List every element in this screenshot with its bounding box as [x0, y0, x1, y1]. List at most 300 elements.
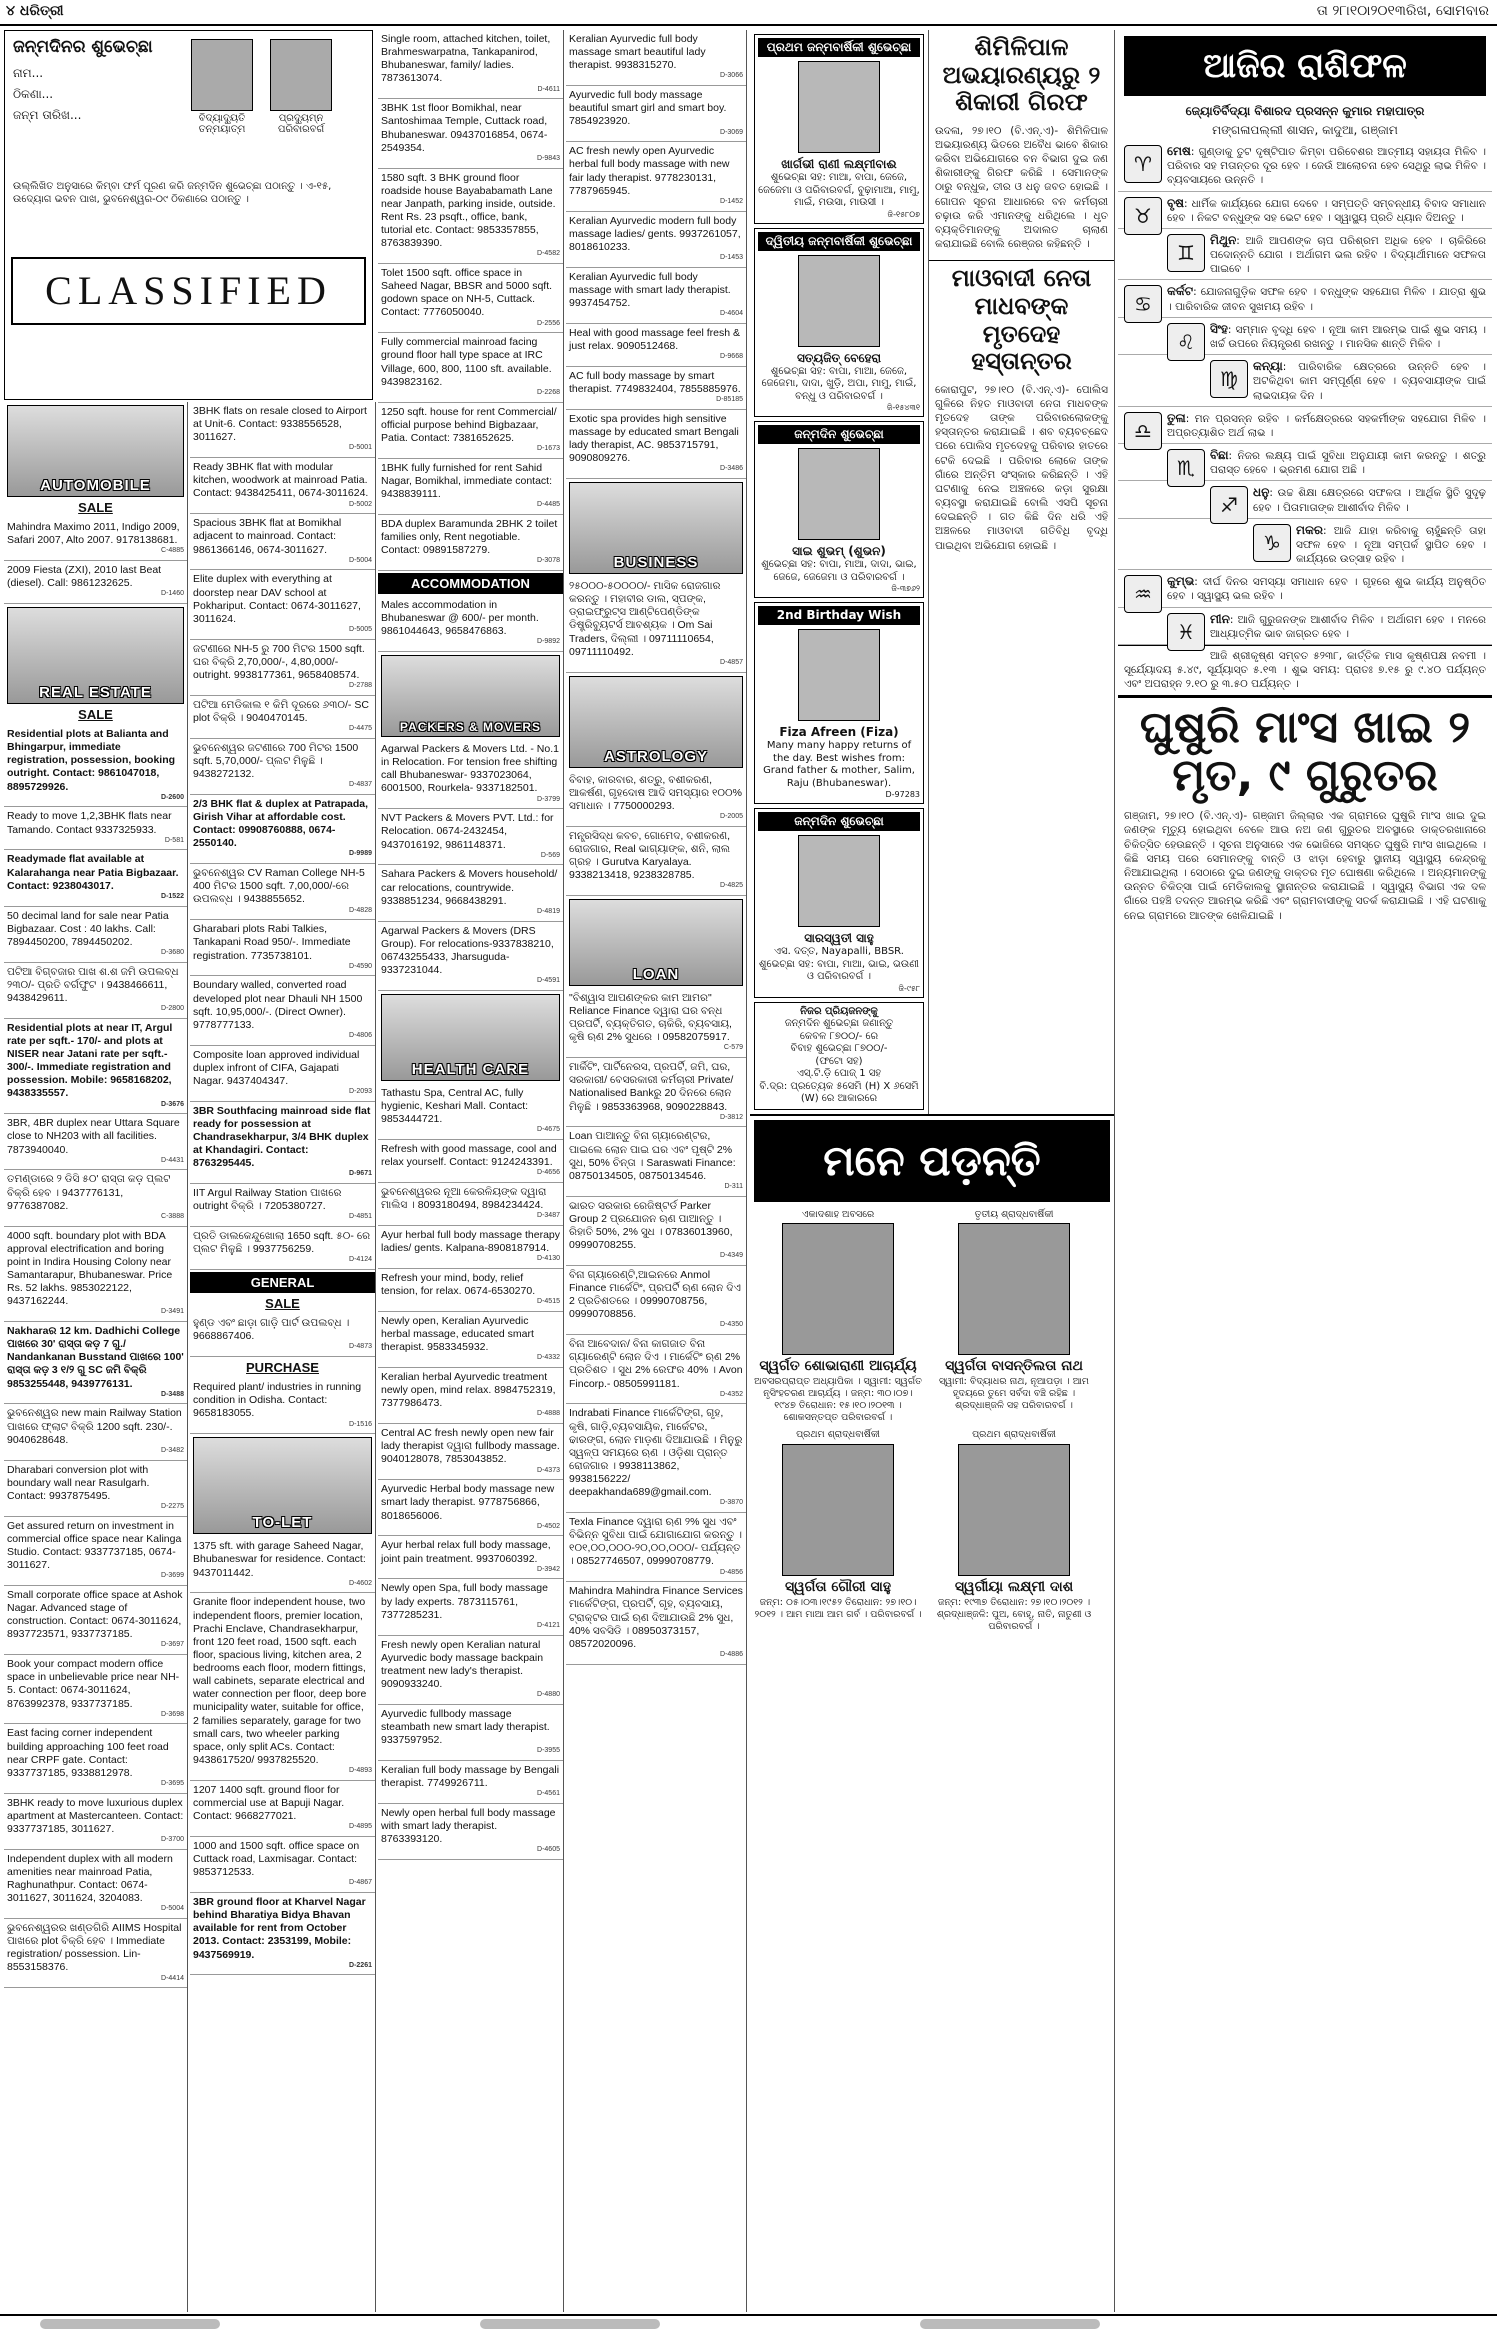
- classified-ad: [4, 907, 187, 963]
- ad-text: 2009 Fiesta (ZXI), 2010 last Beat (diesel). Call: 9861232625.: [7, 564, 162, 590]
- zodiac-text: ଦୀର୍ଘ ଦିନର ସମସ୍ୟା ସମାଧାନ ହେବ । ଗୃହରେ ଶୁଭ କାର୍ଯ୍ୟ ଅନୁଷ୍ଠିତ ହେବ । ସ୍ୱାସ୍ଥ୍ୟ ଭଲ ରହିବ ।: [1167, 576, 1486, 603]
- zodiac-sign-entry: ♍ କନ୍ୟା: ପାରିବାରିକ କ୍ଷେତ୍ରରେ ଉନ୍ନତି ହେବ । ଅଟକିଥିବା କାମ ସମ୍ପୂର୍ଣ୍ଣ ହେବ । ବ୍ୟବସାୟୀଙ୍କ ପାଇଁ ଲାଭଦାୟକ ଦିନ ।: [1118, 355, 1492, 407]
- classified-ad: [4, 850, 187, 906]
- zodiac-icon: ♊: [1167, 234, 1205, 272]
- ad-text: Refresh your mind, body, relief tension, for relax. 0674-6530270.: [381, 1271, 536, 1297]
- astrology-section-image: ASTROLOGY: [569, 676, 743, 768]
- ad-code: D-3680: [161, 948, 184, 956]
- ad-text: Gharabari plots Rabi Talkies, Tankapani Road 950/-. Immediate registration. 7735738101.: [193, 923, 351, 962]
- ad-code: D-3955: [537, 1747, 560, 1755]
- news3-body: ଗଞ୍ଜାମ, ୨୭।୧୦ (ବି.ଏନ୍.ଏ)- ଗଞ୍ଜାମ ଜିଲ୍ଲାର ଏକ ଗ୍ରାମରେ ଘୁଷୁରି ମାଂସ ଖାଇ ଦୁଇ ଜଣଙ୍କ ମୃତ୍ୟୁ ହୋଇଥିବା ବେଳେ ଆଉ ନଅ ଜଣ ଗୁରୁତର ଅବସ୍ଥାରେ ଡାକ୍ତରଖାନାରେ ଚିକିତ୍ସିତ ହେଉଛନ୍ତି । ସୂଚନା ଅନୁସାରେ ଏକ ଭୋଜିରେ ସମସ୍ତେ ଘୁଷୁରି ମାଂସ ଖାଇଥିଲେ । କିଛି ସମୟ ପରେ ସେମାନଙ୍କୁ ବାନ୍ତି ଓ ଝାଡ଼ା ହେବାରୁ ସ୍ଥାନୀୟ ସ୍ୱାସ୍ଥ୍ୟ କେନ୍ଦ୍ରକୁ ନିଆଯାଇଥିଲା । ସେଠାରେ ଦୁଇ ଜଣଙ୍କୁ ଡାକ୍ତର ମୃତ ଘୋଷଣା କରିଥିଲେ । ଅନ୍ୟମାନଙ୍କୁ ଉନ୍ନତ ଚିକିତ୍ସା ପାଇଁ ମେଡିକାଲକୁ ସ୍ଥାନାନ୍ତର କରାଯାଇଛି । ସ୍ୱାସ୍ଥ୍ୟ ବିଭାଗ ଏକ ଦଳ ଗାଁରେ ପହଞ୍ଚି ତଦନ୍ତ ଆରମ୍ଭ କରିଛି ଏବଂ ଗ୍ରାମବାସୀଙ୍କୁ ସତର୍କ କରାଯାଇଛି । ଏହି ଘଟଣାକୁ ନେଇ ଗ୍ରାମରେ ଆତଙ୍କ ଖେଳିଯାଇଛି ।: [1124, 810, 1486, 922]
- ad-code: D-3078: [537, 557, 560, 565]
- classified-ad: [566, 410, 746, 479]
- obituary-card: [929, 1209, 1099, 1412]
- ad-code: C-4885: [161, 547, 184, 555]
- photo: [958, 1223, 1070, 1355]
- ad-text: ତମଣ୍ଡାରେ ୨ ଡିସି ୫୦' ରାସ୍ତା କଡ଼ ପ୍ଲଟ ବିକ୍ରି ହେବ । 9437776131, 9776387082.: [7, 1173, 171, 1212]
- zodiac-sign-entry: ♊ ମିଥୁନ: ଆଜି ଆପଣଙ୍କ ଚାପ ପରିଶ୍ରମ ଅଧିକ ହେବ । ଚାକିରିରେ ପଦୋନ୍ନତି ଯୋଗ । ଅର୍ଥାଗମ ଭଲ ରହିବ । ବିଦ୍ୟାର୍ଥୀମାନେ ସଫଳତା ପାଇବେ ।: [1118, 229, 1492, 281]
- column-3: [378, 30, 564, 2312]
- panjika: ଆଜି ଶ୍ରୀକୃଷ୍ଣ ସମ୍ବତ ୫୨୩୮, କାର୍ତ୍ତିକ ମାସ କୃଷ୍ଣପକ୍ଷ ନବମୀ । ସୂର୍ଯ୍ୟୋଦୟ ୫.୪୯, ସୂର୍ଯ୍ୟାସ୍ତ ୫.୧୩ । ଶୁଭ ସମୟ: ପ୍ରାତଃ ୭.୧୫ ରୁ ୯.୪୦ ପର୍ଯ୍ୟନ୍ତ ଏବଂ ଅପରାହ୍ନ ୨.୧୦ ରୁ ୩.୫୦ ପର୍ଯ୍ୟନ୍ତ ।: [1118, 645, 1492, 695]
- obit-occasion: ପ୍ରଥମ ଶ୍ରାଦ୍ଧବାର୍ଷିକୀ: [972, 1429, 1056, 1441]
- ad-text: ଭୁବନେଶ୍ୱର new main Railway Station ପାଖରେ ଫ୍ଲାଟ ବିକ୍ରି 1200 sqft. 230/-. 9040628648.: [7, 1407, 182, 1446]
- zodiac-name: ମକର: [1296, 522, 1323, 537]
- rashifal-title: ଆଜିର ରାଶିଫଳ: [1124, 36, 1486, 96]
- classified-ad: [566, 577, 746, 673]
- zodiac-sign-entry: ♎ ତୁଳା: ମନ ପ୍ରସନ୍ନ ରହିବ । କର୍ମକ୍ଷେତ୍ରରେ ସହକର୍ମୀଙ୍କ ସହଯୋଗ ମିଳିବ । ଅପ୍ରତ୍ୟାଶିତ ଅର୍ଥ ଲାଭ ।: [1118, 407, 1492, 444]
- classified-ad: [378, 1636, 563, 1705]
- ad-text: Required plant/ industries in running condition in Odisha. Contact: 9658183055.: [193, 1381, 362, 1420]
- ad-code: D-4851: [349, 1213, 372, 1221]
- ad-code: D-2600: [161, 793, 184, 801]
- ad-code: D-3066: [720, 72, 743, 80]
- packers-section-image: PACKERS & MOVERS: [381, 655, 560, 737]
- ad-text: ଭାରତ ସରକାର ରେଜିଷ୍ଟର୍ଡ Parker Group 2 ପ୍ରଯୋଜନ ଋଣ ପାଆନ୍ତୁ । ରିହାତି 50%, 2% ସୁଧ । 07836013960, 09990708255.: [569, 1199, 733, 1251]
- obit-text: ଜନ୍ମ: ୧୯୩୭ ତିରୋଧାନ: ୨୭।୧୦।୨୦୧୨ । ଶ୍ରଦ୍ଧାଞ୍ଜଳି: ପୁଅ, ବୋହୂ, ନାତି, ନାତୁଣୀ ଓ ପରିବାରବର୍ଗ ।: [936, 1596, 1092, 1632]
- classified-ad: [378, 30, 563, 99]
- ad-text: 1000 and 1500 sqft. office space on Cuttack road, Laxmisagar. Contact: 9853712533.: [193, 1839, 360, 1879]
- classified-ad: [190, 1593, 375, 1780]
- business-section-image: BUSINESS: [569, 482, 743, 574]
- ad-text: ହୁଣ୍ଡ ଏବଂ ଛାଡ଼ା ଗାଡ଼ି ପାର୍ଟ ଉପଲବ୍ଧ । 9668867406.: [193, 1317, 350, 1343]
- ad-code: D-5001: [349, 444, 372, 452]
- photo: [798, 629, 880, 721]
- zodiac-icon: ♑: [1253, 524, 1291, 562]
- ad-text: 50 decimal land for sale near Patia Bigbazaar. Cost : 40 lakhs. Call: 7894450200, 7894450202.: [7, 909, 169, 948]
- classified-ad: [4, 1227, 187, 1323]
- realestate-ads: [4, 725, 187, 1988]
- automobile-section-image: AUTOMOBILE: [7, 405, 184, 497]
- date-label: ତା ୨୮ା୧୦ା୨୦୧୩ରିଖ, ସୋମବାର: [1316, 3, 1489, 19]
- ad-text: Agarwal Packers & Movers Ltd. - No.1 in Relocation. For tension free shifting call Bhubaneswar- 9337023064, 6001500, Rourkela- 9337182501.: [381, 743, 559, 795]
- classified-ad: [4, 1794, 187, 1850]
- ad-code: D-3942: [537, 1565, 560, 1573]
- loan-section-image: LOAN: [569, 899, 743, 986]
- classified-ad: [378, 1761, 563, 1804]
- wish-card-3: ଜନ୍ମଦିନ ଶୁଭେଚ୍ଛା ସାଇ ଶୁଭମ୍ (ଶୁଭନ) ଶୁଭେଚ୍ଛା ସହ: ବାପା, ମାଆ, ଦାଦା, ଭାଇ, ଜେଜେ, ଜେଜେମା ଓ ପରିବାରବର୍ଗ । ଜି-୩୭୬୨: [754, 421, 924, 598]
- ad-text: Keralian Ayurvedic full body massage smart beautiful lady therapist. 9938315270.: [569, 33, 706, 72]
- birthday-form-box: [4, 30, 373, 400]
- classified-ad: [566, 1127, 746, 1196]
- auto-ads: [4, 518, 187, 604]
- birthday-form-note: ଉଲ୍ଲିଖିତ ଅନୁସାରେ କିମ୍ବା ଫର୍ମ ପୂରଣ କରି ଜନ୍ମଦିନ ଶୁଭେଚ୍ଛା ପଠାନ୍ତୁ । ଏ-୧୫, ଉଦ୍ୟୋଗ ଭବନ ପାଖ, ଭୁବନେଶ୍ୱର-୦୯ ଠିକଣାରେ ପଠାନ୍ତୁ ।: [13, 181, 332, 205]
- ad-code: D-9671: [349, 1170, 372, 1178]
- classified-ad: [566, 367, 746, 410]
- ad-code: D-4414: [161, 1974, 184, 1982]
- column-5: [750, 30, 1115, 2312]
- ad-code: D-4561: [537, 1790, 560, 1798]
- ad-text: NVT Packers & Movers PVT. Ltd.: for Relocation. 0674-2432454, 9437016192, 9861148371.: [381, 812, 554, 851]
- ad-code: D-4656: [537, 1169, 560, 1177]
- classified-ad: [566, 1266, 746, 1335]
- zodiac-sign-entry: ♑ ମକର: ଆଜି ଯାହା କରିବାକୁ ଚାହୁଁଛନ୍ତି ତାହା ସଫଳ ହେବ । ନୂଆ ସମ୍ପର୍କ ସ୍ଥାପିତ ହେବ । କାର୍ଯ୍ୟରେ ଉତ୍ସାହ ରହିବ ।: [1118, 519, 1492, 571]
- general-sale-heading: SALE: [265, 1296, 300, 1312]
- classified-ad: [4, 1170, 187, 1226]
- ad-code: D-2788: [349, 682, 372, 689]
- tolet-section-image: TO-LET: [193, 1437, 372, 1534]
- classified-ad: [190, 864, 375, 920]
- astrologer-name: ଜ୍ୟୋତିର୍ବିଦ୍ୟା ବିଶାରଦ ପ୍ରସନ୍ନ କୁମାର ମହାପାତ୍ର: [1185, 104, 1425, 118]
- ad-text: ଜଟଣୀରେ NH-5 ରୁ 700 ମିଟର 1500 sqft. ଘର ବିକ୍ରି 2,70,000/-, 4,80,000/- outright. 9938177361, 9658408574.: [193, 642, 365, 681]
- c4-ads: [566, 30, 746, 479]
- ad-code: D-9843: [537, 154, 560, 162]
- classified-banner: CLASSIFIED: [11, 257, 366, 325]
- accommodation-heading: ACCOMMODATION: [378, 573, 563, 594]
- ad-text: Indrabati Finance ମାର୍କେଟିଙ୍ଗ, ଗୃହ, କୃଷି, ଗାଡ଼ି,ବ୍ୟବସାୟିକ, ମାର୍କେଟର, ଢାରଙ୍ଗ, ଲୋନ ମାଡ଼ଣା ଦିଆଯାଉଛି । ମିନୁରୁ ସ୍ୱଳ୍ପ ସମୟରେ ଋଣ । ଓଡ଼ିଶା ପ୍ରାନ୍ତ ରୋଜଗାର । 9938113862, 9938156222/ deepakhanda689@gmail.com.: [569, 1407, 743, 1499]
- ad-code: D-581: [164, 836, 184, 844]
- ad-text: ବିବାହ, କାରବାର, ଶତ୍ରୁ, ବଶୀକରଣ, ଆକର୍ଷଣ, ଗୃହଦୋଷ ଆଦି ସମସ୍ୟାର ୧୦୦% ସମାଧାନ । 7750000293.: [569, 773, 742, 812]
- zodiac-icon: ♈: [1124, 145, 1162, 183]
- ad-code: D-4828: [349, 906, 372, 914]
- ad-code: D-4604: [720, 310, 743, 317]
- ad-code: D-4124: [349, 1256, 372, 1264]
- column-2: [190, 402, 376, 2312]
- ad-text: ଭୁବନେଶ୍ୱରର ନୂଆ କେରଳିୟଙ୍କ ଦ୍ୱାରା ମାଲିସ । 8093180494, 8984234424.: [381, 1185, 547, 1211]
- footer-strip: [920, 2319, 1100, 2329]
- obit-name: ସ୍ୱର୍ଗତା ବାସନ୍ତିଲତା ନାଥ: [945, 1358, 1083, 1375]
- ad-code: D-4121: [537, 1621, 560, 1629]
- ad-text: Keralian Ayurvedic modern full body massage ladies/ gents. 9937261057, 8018610233.: [569, 214, 741, 253]
- classified-ad: [4, 1517, 187, 1586]
- classified-ad: [378, 1424, 563, 1480]
- ad-text: East facing corner independent building approaching 100 feet road near CRPF gate. Contact: 9337737185, 9338812978.: [7, 1727, 169, 1779]
- classified-ad: [190, 1184, 375, 1227]
- ad-text: 1250 sqft. house for rent Commercial/ official purpose behind Bigbazaar, Patia. Contact: 7381652625.: [381, 405, 557, 444]
- news2-headline: ମାଓବାଦୀ ନେତା ମାଧବଙ୍କ ମୃତଦେହ ହସ୍ତାନ୍ତର: [929, 260, 1114, 379]
- ad-text: 3BR Southfacing mainroad side flat ready for possession at Chandrasekharpur, 3/4 BHK duplex at Khandagiri. Contact: 8763295445.: [193, 1104, 371, 1170]
- zodiac-icon: ♉: [1124, 197, 1162, 235]
- classified-ad: [190, 1046, 375, 1102]
- ad-text: Independent duplex with all modern amenities near mainroad Patia, Raghunathpur. Contact: 0674-3011627, 3011624, 3204083.: [7, 1852, 173, 1905]
- purchase-heading: PURCHASE: [246, 1360, 319, 1376]
- ad-text: Refresh with good massage, cool and relax yourself. Contact: 9124243391.: [381, 1142, 557, 1168]
- zodiac-icon: ♋: [1124, 285, 1162, 323]
- ad-text: 3BHK ready to move luxurious duplex apartment at Mastercanteen. Contact: 9337737185, 3011627.: [7, 1796, 184, 1835]
- ad-text: 1BHK fully furnished for rent Sahid Nagar, Bomikhal, immediate contact: 9438839111.: [381, 461, 552, 500]
- classified-ad: [190, 1893, 375, 1975]
- zodiac-signs: [1118, 140, 1492, 645]
- ad-code: D-4837: [349, 781, 372, 789]
- ad-text: 3BR ground floor at Kharvel Nagar behind Bharatiya Bidya Bhavan available for rent from October 2013. Contact: 2353199, Mobile: 9437569919.: [193, 1896, 366, 1961]
- zodiac-icon: ♒: [1124, 575, 1162, 613]
- classified-ad: [190, 976, 375, 1045]
- zodiac-icon: ♓: [1167, 613, 1205, 651]
- classified-ad: [566, 142, 746, 211]
- classified-ad: [378, 1480, 563, 1536]
- classified-ad: [190, 402, 375, 458]
- zodiac-name: କର୍କଟ: [1167, 284, 1194, 299]
- loan-ads: [566, 989, 746, 1665]
- child-photo-2: ପ୍ରଦ୍ୟୁମ୍ନ ପରିବାରବର୍ଗ: [270, 39, 332, 135]
- ad-code: D-4806: [349, 1031, 372, 1039]
- ad-code: D-9989: [349, 850, 372, 858]
- ad-code: D-1516: [349, 1420, 372, 1428]
- footer-strip: [40, 2319, 220, 2329]
- ad-text: Composite loan approved individual duplex infront of CIFA, Gajapati Nagar. 9437404347.: [193, 1048, 360, 1087]
- zodiac-sign-entry: ♓ ମୀନ: ଆଜି ଗୁରୁଜନଙ୍କ ଆଶୀର୍ବାଦ ମିଳିବ । ଅର୍ଥାଗମ ହେବ । ମନରେ ଆଧ୍ୟାତ୍ମିକ ଭାବ ଜାଗ୍ରତ ହେବ ।: [1118, 608, 1492, 645]
- classified-ad: [190, 696, 375, 739]
- obituary-card: [929, 1429, 1099, 1632]
- ad-text: ଭୁବନେଶ୍ୱର ଜଟଣୀରେ 700 ମିଟର 1500 sqft. 5,70,000/- ପ୍ଲଟ ମିଳୁଛି । 9438272132.: [193, 741, 359, 780]
- classified-ad: [378, 1312, 563, 1368]
- ad-text: Mahindra Mahindra Finance Services ମାର୍କେଟିଙ୍ଗ, ପ୍ରପର୍ଟି, ଗୃହ, ବ୍ୟବସାୟ, ଟ୍ରାକ୍ଟର ପାଇଁ ଋଣ ଦିଆଯାଉଛି 2% ସୁଧ, 40% ସବସିଡି । 08950373157, 08572020096.: [569, 1585, 743, 1650]
- realestate-section-image: REAL ESTATE: [7, 607, 184, 704]
- ad-code: D-4856: [720, 1568, 743, 1576]
- accommodation-ads: [378, 596, 563, 652]
- classified-ad: [566, 827, 746, 896]
- ad-text: ଭୁବନେଶ୍ୱରର ଖଣ୍ଡଗିରି AIIMS Hospital ପାଖରେ plot ବିକ୍ରି ହେବ । Immediate registration/ possession. Lin-8553158376.: [7, 1922, 182, 1974]
- ad-code: D-4475: [349, 725, 372, 732]
- ad-text: ପଟିଆ ମେଡିକାଲ ୧ କିମି ଦୂରରେ ୬୩୦/- SC plot ବିକ୍ରି । 9040470145.: [193, 698, 369, 724]
- classified-ad: [190, 1537, 375, 1593]
- ad-code: D-9892: [537, 638, 560, 646]
- astrology-ads: [566, 771, 746, 896]
- photo: [782, 1223, 894, 1355]
- classified-ad: [378, 1536, 563, 1579]
- ad-text: Spacious 3BHK flat at Bomikhal adjacent to mainroad. Contact: 9861366146, 0674-3011627.: [193, 517, 342, 556]
- ad-code: D-85185: [716, 396, 743, 403]
- ad-code: D-4893: [349, 1767, 372, 1774]
- classified-ad: [4, 1919, 187, 1988]
- photo: [798, 448, 880, 540]
- page-label: ୪ ଧରିତ୍ରୀ: [6, 3, 64, 19]
- zodiac-name: ମେଷ: [1167, 144, 1191, 158]
- classified-ad: [4, 1850, 187, 1919]
- zodiac-sign-entry: ♒ କୁମ୍ଭ: ଦୀର୍ଘ ଦିନର ସମସ୍ୟା ସମାଧାନ ହେବ । ଗୃହରେ ଶୁଭ କାର୍ଯ୍ୟ ଅନୁଷ୍ଠିତ ହେବ । ସ୍ୱାସ୍ଥ୍ୟ ଭଲ ରହିବ ।: [1118, 570, 1492, 607]
- ad-text: 3BHK 1st floor Bomikhal, near Santoshimaa Temple, Cuttack road, Bhubaneswar. 09437016854, 0674-2549354.: [381, 102, 548, 154]
- classified-ad: [4, 807, 187, 850]
- classified-ad: [4, 1019, 187, 1115]
- ad-code: D-4590: [349, 962, 372, 970]
- ad-text: Ready to move 1,2,3BHK flats near Tamando. Contact 9337325933.: [7, 810, 172, 836]
- classified-ad: [4, 725, 187, 807]
- wish-card-5: ଜନ୍ମଦିନ ଶୁଭେଚ୍ଛା ସାରସ୍ୱତୀ ସାହୁ ଏସ. ଦତ୍ତ, Nayapalli, BBSR. ଶୁଭେଚ୍ଛା ସହ: ବାପା, ମାଆ, ଭାଇ, ଭଉଣୀ ଓ ପରିବାରବର୍ଗ । ଜି-୯୫୮: [754, 808, 924, 998]
- classified-ad: [378, 596, 563, 652]
- ad-code: D-4675: [537, 1126, 560, 1134]
- ad-text: ବିନା ଗ୍ୟାରେଣ୍ଟି,ଆଇନରେ Anmol Finance ମାର୍କେଟିଂ, ପ୍ରପର୍ଟି ଋଣ ଲୋନ ଦିଏ 2 ପ୍ରତିଶତରେ । 09990708756, 09990708856.: [569, 1268, 741, 1321]
- classified-ad: [378, 922, 563, 991]
- classified-ad: [378, 1579, 563, 1635]
- astrologer-place: ମଙ୍ଗଳାପଲ୍ଲୀ ଶାସନ, କାଦୁଆ, ଗଞ୍ଜାମ: [1212, 123, 1398, 137]
- ad-text: IIT Argul Railway Station ପାଖରେ outright ବିକ୍ରି । 7205380727.: [193, 1187, 342, 1213]
- classified-ad: [4, 1724, 187, 1793]
- obit-occasion: ପ୍ରଥମ ଶ୍ରାଦ୍ଧବାର୍ଷିକୀ: [796, 1429, 880, 1441]
- ad-text: ମନ୍ତ୍ରସିଦ୍ଧ କବଚ, ଗୋମେଦ, ବଶୀକରଣ, ରୋଜଗାର, Real ଭାଗ୍ୟାଙ୍କ, ଶନି, ଲାଲ ଗ୍ରହ । Gurutva Karyalaya. 9338213418, 9238328785.: [569, 829, 731, 881]
- ad-code: D-4873: [349, 1343, 372, 1351]
- obit-name: ସ୍ୱର୍ଗୀୟା ଲକ୍ଷ୍ମୀ ଦାଶ: [954, 1579, 1074, 1596]
- ad-code: D-3487: [537, 1212, 560, 1220]
- ad-text: 3BR, 4BR duplex near Uttara Square close to NH203 with all facilities. 7873940040.: [7, 1117, 180, 1156]
- classified-ad: [378, 264, 563, 333]
- classified-ad: [190, 1314, 375, 1357]
- ad-code: C-579: [723, 1044, 743, 1052]
- ad-text: Central AC fresh newly open new fair lady therapist ଦ୍ୱାରା fullbody massage. 9040128078, 7853043852.: [381, 1427, 560, 1466]
- obituaries: [750, 1206, 1114, 1636]
- classified-ad: [4, 1322, 187, 1404]
- rates-box: ନିଜର ପ୍ରିୟଜନଙ୍କୁ ଜନ୍ମଦିନ ଶୁଭେଚ୍ଛା ଜଣାନ୍ତୁ କେବଳ ୮୭୦୦/- ରେ ବିବାହ ଶୁଭେଚ୍ଛା ୮୭୦୦/- (ଫଟୋ ସହ) ଏସ୍.ଟି.ଡ଼ି ପୋଜ୍ 1 ସହ ବି.ଦ୍ର: ପ୍ରତ୍ୟେକ ୫ସେମି (H) X ୬ସେମି (W) ରେ ଆକାରରେ: [754, 1002, 924, 1110]
- classified-ad: [190, 739, 375, 795]
- classified-ad: [190, 1781, 375, 1837]
- ad-text: Residential plots at near IT, Argul rate per sqft.- 170/- and plots at NISER near Jatani rate per sqft.- 300/-. Immediate registration and possession. Mobile: 9658168202, 9438335557.: [7, 1021, 173, 1100]
- ad-text: Ayur herbal relax full body massage, joint pain treatment. 9937060392.: [381, 1539, 551, 1565]
- ad-code: D-311: [724, 1182, 743, 1190]
- classified-ad: [190, 640, 375, 696]
- classified-ad: [378, 333, 563, 402]
- purchase-ads: [190, 1378, 375, 1434]
- classified-ad: [566, 1582, 746, 1664]
- ad-text: Ayurvedic Herbal body massage new smart lady therapist. 9778756866, 8018656006.: [381, 1483, 555, 1522]
- ad-code: D-2556: [537, 319, 560, 327]
- ad-text: Newly open, Keralian Ayurvedic herbal massage, educated smart therapist. 9583345932.: [381, 1314, 534, 1354]
- ad-code: D-4886: [720, 1650, 743, 1658]
- ad-code: D-3486: [720, 465, 743, 473]
- ad-code: D-4880: [537, 1691, 560, 1698]
- ad-code: D-5005: [349, 625, 372, 633]
- ad-code: D-3491: [161, 1308, 184, 1316]
- zodiac-text: ନିଜର ଲକ୍ଷ୍ୟ ପାଇଁ ସୁବିଧା ଅନୁଯାୟୀ କାମ କରନ୍ତୁ । ଶତ୍ରୁ ପରାସ୍ତ ହେବେ । ଭ୍ରମଣ ଯୋଗ ଅଛି ।: [1210, 450, 1486, 477]
- classified-ad: [378, 459, 563, 515]
- ad-text: ବିନା ଆବେଦାନ/ ବିନା କାଗଜାତ ବିନା ଗ୍ୟାରେଣ୍ଟି ଲୋନ ଦିଏ । ମାର୍କେଟିଂ ଋଣ 2% ପ୍ରତିଶତ । ସୁଧ 2% ରେଫର 40% । Avon Fincorp.- 08505991181.: [569, 1338, 743, 1390]
- classified-ad: [190, 920, 375, 976]
- ad-code: D-4819: [537, 907, 560, 915]
- classified-ad: [378, 403, 563, 459]
- news1-body: ଉଦଳା, ୨୭।୧୦ (ବି.ଏନ୍.ଏ)- ଶିମିଳିପାଳ ଅଭୟାରଣ୍ୟ ଭିତରେ ଅବୈଧ ଭାବେ ଶିକାର କରିବା ଅଭିଯୋଗରେ ବନ ବିଭାଗ ଦୁଇ ଜଣ ଶିକାରୀଙ୍କୁ ଗିରଫ କରିଛି । ସେମାନଙ୍କ ଠାରୁ ବନ୍ଧୁକ, ତୀର ଓ ଧନୁ ଜବତ ହୋଇଛି । ଗୋପନ ସୂଚନା ଆଧାରରେ ବନ କର୍ମଚାରୀ ଚଢ଼ାଉ କରି ଏମାନଙ୍କୁ ଧରିଥିଲେ । ଧୃତ ବ୍ୟକ୍ତିମାନଙ୍କୁ ଅଦାଲତ ଚାଲାଣ କରାଯାଇଛି ବୋଲି ରେଞ୍ଜର କହିଛନ୍ତି ।: [935, 124, 1108, 251]
- ad-code: D-5004: [161, 1905, 184, 1913]
- classified-ad: [190, 1227, 375, 1270]
- ad-text: Readymade flat available at Kalarahanga near Patia Bigbazaar. Contact: 9238043017.: [7, 853, 179, 892]
- ad-code: D-4611: [537, 85, 560, 93]
- ad-code: D-4349: [720, 1252, 743, 1260]
- ad-code: D-4857: [720, 658, 743, 666]
- classified-ad: [566, 1335, 746, 1404]
- news-column: [929, 30, 1114, 1114]
- classified-ad: [378, 1183, 563, 1226]
- zodiac-sign-entry: ♏ ବିଛା: ନିଜର ଲକ୍ଷ୍ୟ ପାଇଁ ସୁବିଧା ଅନୁଯାୟୀ କାମ କରନ୍ତୁ । ଶତ୍ରୁ ପରାସ୍ତ ହେବେ । ଭ୍ରମଣ ଯୋଗ ଅଛି ।: [1118, 444, 1492, 481]
- ad-text: Agarwal Packers & Movers (DRS Group). For relocations-9337838210, 06743255433, Jharsuguda- 9337231044.: [381, 924, 554, 976]
- zodiac-text: ଧାର୍ମିକ କାର୍ଯ୍ୟରେ ଯୋଗ ଦେବେ । ସମ୍ପତ୍ତି ସମ୍ବନ୍ଧୀୟ ବିବାଦ ସମାଧାନ ହେବ । ନିକଟ ବନ୍ଧୁଙ୍କ ସହ ଭେଟ ହେବ । ସ୍ୱାସ୍ଥ୍ୟ ପ୍ରତି ଧ୍ୟାନ ଦିଅନ୍ତୁ ।: [1167, 197, 1486, 224]
- ad-text: Small corporate office space at Ashok Nagar. Advanced stage of construction. Contact: 0674-3011624, 8937723571, 9337737185.: [7, 1588, 183, 1641]
- ad-code: D-4895: [349, 1823, 372, 1831]
- news1-headline: ଶିମିଳିପାଳ ଅଭୟାରଣ୍ୟରୁ ୨ ଶିକାରୀ ଗିରଫ: [942, 33, 1101, 117]
- ad-code: D-4350: [720, 1321, 743, 1329]
- ad-text: Keralian herbal Ayurvedic treatment newly open, mind relax. 8984752319, 7377986473.: [381, 1371, 556, 1410]
- zodiac-text: ସମ୍ମାନ ବୃଦ୍ଧି ହେବ । ନୂଆ କାମ ଆରମ୍ଭ ପାଇଁ ଶୁଭ ସମୟ । ଖର୍ଚ୍ଚ ଉପରେ ନିୟନ୍ତ୍ରଣ ରଖନ୍ତୁ । ମାନସିକ ଶାନ୍ତି ମିଳିବ ।: [1210, 323, 1486, 350]
- ad-code: D-2261: [349, 1961, 372, 1969]
- ad-text: 1580 sqft. 3 BHK ground floor roadside house Bayababamath Lane near Janpath, parking inside, outside. Rent Rs. 23 psqft., office, bank, tutorial etc. Contact: 9853357855, 8763839390.: [381, 171, 556, 250]
- ad-text: ଭୁବନେଶ୍ୱର CV Raman College NH-5 400 ମିଟର 1500 sqft. 7,00,000/-ରେ ଉପଲବ୍ଧ । 9438855652.: [193, 867, 365, 906]
- classified-ad: [378, 1084, 563, 1140]
- ad-text: Keralian full body massage by Bengali therapist. 7749926711.: [381, 1763, 560, 1789]
- ad-code: D-3488: [161, 1390, 184, 1398]
- classified-ad: [378, 1140, 563, 1183]
- ad-text: ପ୍ରତି ଡାଲକେନ୍ଦୁଖୋଲା 1650 sqft. ୫୦- ରେ ପ୍ଲଟ ମିଳୁଛି । 9937756259.: [193, 1230, 371, 1256]
- ad-text: Dharabari conversion plot with boundary wall near Rasulgarh. Contact: 9937875495.: [7, 1463, 150, 1502]
- ad-code: D-4591: [537, 977, 560, 984]
- ad-code: D-3698: [161, 1710, 184, 1718]
- classified-ad: [190, 570, 375, 639]
- photo: [798, 255, 880, 347]
- packers-ads: [378, 740, 563, 991]
- ad-text: Newly open herbal full body massage with smart lady therapist. 8763393120.: [381, 1806, 556, 1846]
- zodiac-name: କନ୍ୟା: [1253, 359, 1283, 374]
- classified-ad: [566, 1197, 746, 1266]
- ad-code: D-2093: [349, 1088, 372, 1095]
- ad-code: D-4582: [537, 250, 560, 258]
- ad-code: D-3799: [537, 795, 560, 803]
- birthday-form-title: ଜନ୍ମଦିନର ଶୁଭେଚ୍ଛା: [13, 37, 153, 57]
- ad-text: Elite duplex with everything at doorstep near DAV school at Pokhariput. Contact: 0674-3011627, 3011624.: [193, 573, 361, 625]
- wish-card-2: ଦ୍ୱିତୀୟ ଜନ୍ମବାର୍ଷିକୀ ଶୁଭେଚ୍ଛା ସତ୍ୟଜିତ୍ ବେହେରା ଶୁଭେଚ୍ଛା ସହ: ବାପା, ମାଆ, ଜେଜେ, ଜେଜେମା, ଦାଦା, ଖୁଡ଼ି, ଅପା, ମାମୁ, ମାଇଁ, ବନ୍ଧୁ ଓ ପରିବାରବର୍ଗ । ଜି-୧୫୪୩୧: [754, 228, 924, 418]
- classified-ad: [378, 1226, 563, 1269]
- form-name-line: ନାମ...: [13, 66, 44, 80]
- classified-ad: [566, 771, 746, 827]
- column-6: [1118, 30, 1492, 2312]
- obit-name: ସ୍ୱର୍ଗତ ଶୋଭାରାଣୀ ଆଚାର୍ଯ୍ୟ: [759, 1358, 917, 1375]
- ad-code: D-4332: [537, 1354, 560, 1362]
- photo: [191, 39, 253, 111]
- ad-code: D-3069: [720, 128, 743, 136]
- zodiac-name: ଧନୁ: [1253, 485, 1270, 500]
- zodiac-text: ଆଜି ଗୁରୁଜନଙ୍କ ଆଶୀର୍ବାଦ ମିଳିବ । ଅର୍ଥାଗମ ହେବ । ମନରେ ଆଧ୍ୟାତ୍ମିକ ଭାବ ଜାଗ୍ରତ ହେବ ।: [1210, 613, 1486, 640]
- business-ads: [566, 577, 746, 673]
- zodiac-text: ଆଜି ଆପଣଙ୍କ ଚାପ ପରିଶ୍ରମ ଅଧିକ ହେବ । ଚାକିରିରେ ପଦୋନ୍ନତି ଯୋଗ । ଅର୍ଥାଗମ ଭଲ ରହିବ । ବିଦ୍ୟାର୍ଥୀମାନେ ସଫଳତା ପାଇବେ ।: [1210, 234, 1486, 276]
- ad-text: Ayur herbal full body massage therapy ladies/ gents. Kalpana-8908187914.: [381, 1228, 560, 1254]
- zodiac-name: କୁମ୍ଭ: [1167, 574, 1195, 589]
- zodiac-text: ପାରିବାରିକ କ୍ଷେତ୍ରରେ ଉନ୍ନତି ହେବ । ଅଟକିଥିବା କାମ ସମ୍ପୂର୍ଣ୍ଣ ହେବ । ବ୍ୟବସାୟୀଙ୍କ ପାଇଁ ଲାଭଦାୟକ ଦିନ ।: [1253, 361, 1486, 402]
- realestate-sale-heading: SALE: [78, 707, 113, 722]
- classified-ad: [566, 86, 746, 142]
- zodiac-icon: ♍: [1210, 360, 1248, 398]
- ad-code: D-3695: [161, 1779, 184, 1787]
- ad-text: 1375 sft. with garage Saheed Nagar, Bhubaneswar for residence. Contact: 9437011442.: [193, 1540, 366, 1579]
- ad-text: ୨୫୦୦୦-୫୦୦୦୦/- ମାସିକ ରୋଜଗାର କରନ୍ତୁ । ମହାବୀର ଡାଲ, ସ୍ପଙ୍କ, ଡ୍ରାଇଫ୍ରୁଟ୍ସ ଆଣ୍ଟିପେଣ୍ଡିଙ୍କ ଡିଷ୍ଟ୍ରିବ୍ୟୁଟର୍ସ ଆବଶ୍ୟକ । Om Sai Traders, ଦିଲ୍ଲୀ । 09711110654, 09711110492.: [569, 580, 721, 658]
- general-heading: GENERAL: [190, 1272, 375, 1293]
- ad-text: Granite floor independent house, two independent floors, premier location, Prachi Enclave, Chandrasekharpur, front 120 feet road, 1500 sqft. each floor, spacious living, kitchen area, 2 bedrooms each floor, modern fittings, wall cabinets, separate electrical and water connection per floor, deep bore municipality water, suitable for office, 2 families separately, garage for two small cars, two wheeler parking space, only split ACs. Contact: 9438617520/ 9937825520.: [193, 1596, 367, 1766]
- ad-code: D-4130: [537, 1255, 560, 1263]
- ad-text: ପଟିଆ ବିଗ୍‌ବଜାର ପାଖ ଶ.ଶ ଜମି ଉପଲବ୍ଧ ୨୩୦/- ପ୍ରତି ବର୍ଗଫୁଟ । 9438466611, 9438429611.: [7, 965, 179, 1004]
- classified-ad: [190, 795, 375, 864]
- classified-ad: [4, 1404, 187, 1460]
- ad-code: D-1522: [161, 892, 184, 900]
- zodiac-icon: ♌: [1167, 323, 1205, 361]
- ad-code: C-3888: [161, 1212, 184, 1220]
- classified-ad: [378, 1269, 563, 1312]
- wish-card-4: 2nd Birthday Wish Fiza Afreen (Fiza) Many many happy returns of the day. Best wishes from: Grand father & mother, Salim, Raju (Bhubaneswar). D-97283: [754, 602, 924, 804]
- ad-text: Boundary walled, converted road developed plot near Dhauli NH 1500 sqft. 10,95,000/-. (Direct Owner). 9778777133.: [193, 979, 363, 1031]
- zodiac-sign-entry: ♐ ଧନୁ: ଉଚ୍ଚ ଶିକ୍ଷା କ୍ଷେତ୍ରରେ ସଫଳତା । ଆର୍ଥିକ ସ୍ଥିତି ସୁଦୃଢ଼ ହେବ । ପିତାମାତାଙ୍କ ଆଶୀର୍ବାଦ ମିଳିବ ।: [1118, 481, 1492, 518]
- classified-ad: [378, 99, 563, 168]
- ad-code: D-4602: [349, 1579, 372, 1587]
- classified-ad: [566, 324, 746, 367]
- ad-text: Mahindra Maximo 2011, Indigo 2009, Safari 2007, Alto 2007. 9178138681.: [7, 521, 180, 547]
- classified-ad: [190, 458, 375, 514]
- ad-code: D-5004: [349, 556, 372, 564]
- classified-ad: [378, 1368, 563, 1424]
- ad-text: 2/3 BHK flat & duplex at Patrapada, Girish Vihar at affordable cost. Contact: 09908760888, 0674-2550140.: [193, 797, 369, 850]
- classified-ad: [566, 212, 746, 268]
- ad-text: Ready 3BHK flat with modular kitchen, woodwork at mainroad Patia. Contact: 9438425411, 0674-3011624.: [193, 461, 369, 500]
- classified-ad: [566, 30, 746, 86]
- photo: [798, 835, 880, 927]
- ad-text: AC fresh newly open Ayurvedic herbal full body massage with new fair lady therapist. 9778230131, 7787965945.: [569, 145, 730, 197]
- ad-code: D-569: [540, 851, 560, 859]
- ad-text: Exotic spa provides high sensitive massage by educated smart Bengali lady therapist, AC. 9853715791, 9090809276.: [569, 412, 739, 465]
- photo: [798, 61, 880, 153]
- classified-ad: [566, 1513, 746, 1582]
- page-footer: [0, 2314, 1497, 2334]
- ad-text: Nakharaର 12 km. Dadhichi College ପାଖରେ 30' ରାସ୍ତା କଡ଼ 7 ଗୁ./ Nandankanan Busstand ପାଖରେ 100' ରାସ୍ତା କଡ଼ 3 ୧/୨ ଗୁ SC ଜମି ବିକ୍ରି 9853255448, 9439776131.: [7, 1325, 184, 1390]
- ad-code: D-4888: [537, 1410, 560, 1418]
- classified-ad: [378, 865, 563, 921]
